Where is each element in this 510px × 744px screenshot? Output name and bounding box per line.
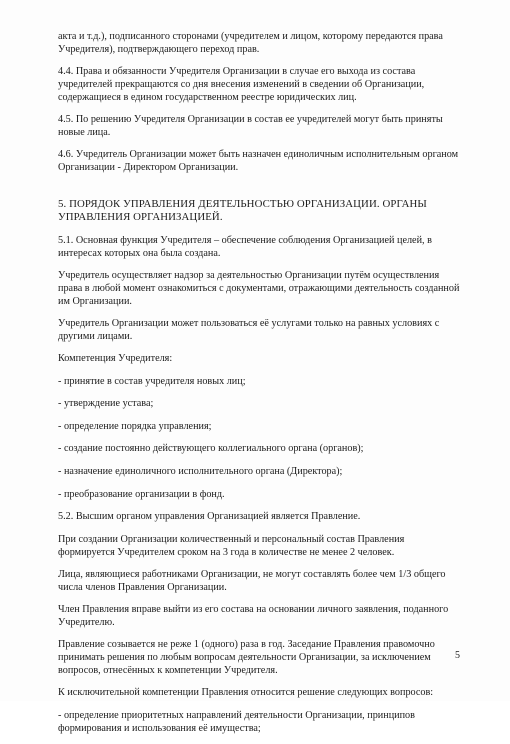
heading-line: 5. ПОРЯДОК УПРАВЛЕНИЯ ДЕЯТЕЛЬНОСТЬЮ ОРГАНИЗАЦИИ. ОРГАНЫ <box>58 197 427 210</box>
text-line: Лица, являющиеся работниками Организации, не могут составлять более чем 1/3 общего <box>58 568 446 580</box>
text-line: - определение приоритетных направлений деятельности Организации, принципов <box>58 709 415 721</box>
text-line: Правление созывается не реже 1 (одного) раза в год. Заседание Правления правомочно <box>58 638 435 650</box>
text-line: интересах которых она была создана. <box>58 248 221 259</box>
paragraph-services <box>58 317 472 343</box>
text-line: - назначение единоличного исполнительного органа (Директора); <box>58 465 343 477</box>
paragraph-4-6 <box>58 148 472 174</box>
text-line: другими лицами. <box>58 331 133 343</box>
text-line: Учредитель Организации может пользоваться её услугами только на равных условиях с <box>58 318 440 329</box>
list-item <box>58 465 472 478</box>
paragraph-board-competence <box>58 686 472 699</box>
paragraph-supervision <box>58 269 472 309</box>
paragraph-board-formation <box>58 533 472 559</box>
paragraph-1 <box>58 30 472 56</box>
paragraph-board-exit <box>58 603 472 629</box>
paragraph-5-2 <box>58 510 472 523</box>
page-body <box>58 30 472 744</box>
heading-line: УПРАВЛЕНИЯ ОРГАНИЗАЦИЕЙ. <box>58 211 223 224</box>
paragraph-board-employees <box>58 568 472 594</box>
list-item <box>58 420 472 433</box>
paragraph-competence-title <box>58 352 472 365</box>
section-heading <box>58 198 472 225</box>
paragraph-5-1 <box>58 234 472 260</box>
text-line: Компетенция Учредителя: <box>58 353 173 364</box>
text-line: числа членов Правления Организации. <box>58 581 227 593</box>
text-line: 5.1. Основная функция Учредителя – обеспечение соблюдения Организацией целей, в <box>58 234 432 246</box>
text-line: принимать решения по любым вопросам деятельности Организации, за исключением <box>58 651 431 663</box>
text-line: Учредителя), подтверждающего переход прав. <box>58 44 260 56</box>
paragraph-4-4 <box>58 65 472 105</box>
text-line: - определение порядка управления; <box>58 420 212 432</box>
text-line: - утверждение устава; <box>58 398 154 410</box>
list-item <box>58 488 472 501</box>
text-line: вопросов, отнесённых к компетенции Учредителя. <box>58 665 278 677</box>
text-line: - принятие в состав учредителя новых лиц; <box>58 375 246 387</box>
list-item <box>58 375 472 388</box>
page-number: 5 <box>455 650 460 661</box>
text-line: акта и т.д.), подписанного сторонами (учредителем и лицом, которому передаются права <box>58 31 443 42</box>
text-line: - создание постоянно действующего коллегиального органа (органов); <box>58 443 364 455</box>
text-line: учредителей прекращаются со дня внесения изменений в сведении об Организации, <box>58 79 425 91</box>
text-line: К исключительной компетенции Правления относится решение следующих вопросов: <box>58 686 434 698</box>
text-line: новые лица. <box>58 127 111 139</box>
text-line: 4.4. Права и обязанности Учредителя Организации в случае его выхода из состава <box>58 66 416 77</box>
text-line: Учредителю. <box>58 616 115 628</box>
list-item <box>58 397 472 410</box>
text-line: формируется Учредителем сроком на 3 года в количестве не менее 2 человек. <box>58 546 395 558</box>
text-line: При создании Организации количественный и персональный состав Правления <box>58 533 405 545</box>
paragraph-4-5 <box>58 113 472 139</box>
text-line: содержащиеся в едином государственном реестре юридических лиц. <box>58 92 357 104</box>
text-line: Учредитель осуществляет надзор за деятельностью Организации путём осуществления <box>58 269 440 281</box>
text-line: Организации - Директором Организации. <box>58 162 239 174</box>
paragraph-board-meeting <box>58 638 472 678</box>
list-item <box>58 709 472 735</box>
text-line: 4.5. По решению Учредителя Организации в состав ее учредителей могут быть приняты <box>58 114 443 126</box>
text-line: им Организации. <box>58 296 132 308</box>
text-line: формирования и использования её имущества; <box>58 722 261 734</box>
list-item <box>58 442 472 455</box>
text-line: Член Правления вправе выйти из его состава на основании личного заявления, поданного <box>58 603 449 615</box>
text-line: 4.6. Учредитель Организации может быть назначен единоличным исполнительным органом <box>58 149 459 161</box>
text-line: 5.2. Высшим органом управления Организацией является Правление. <box>58 511 361 523</box>
text-line: - преобразование организации в фонд. <box>58 488 225 500</box>
text-line: права в любой момент ознакомиться с документами, отражающими деятельность созданной <box>58 283 460 294</box>
